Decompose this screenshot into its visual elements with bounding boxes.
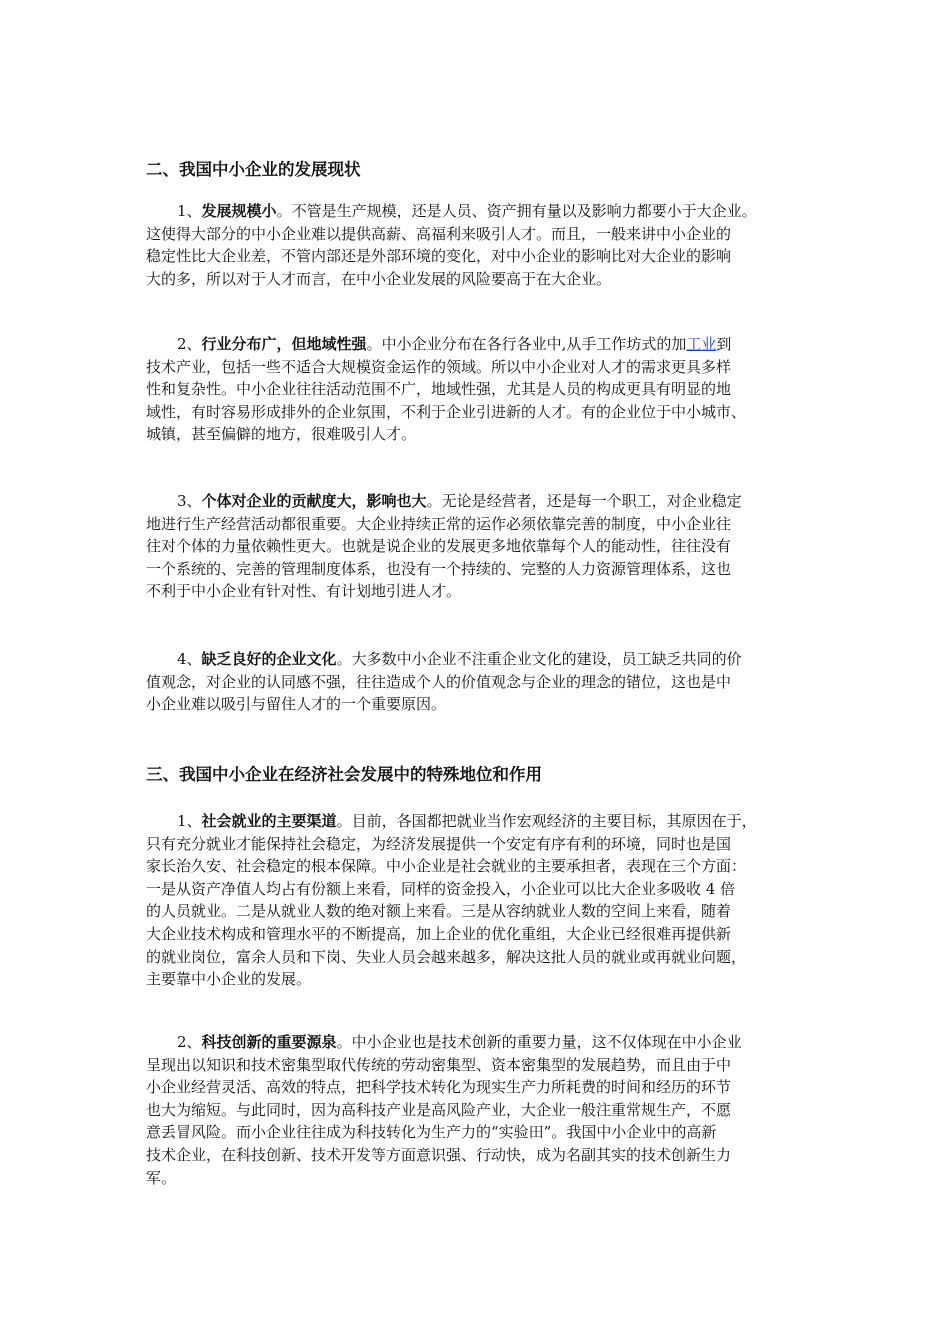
paragraph — [146, 648, 816, 716]
paragraph-line: 意丢冒风险。而小企业往往成为科技转化为生产力的“实验田”。我国中小企业中的高新 — [146, 1123, 717, 1142]
paragraph-first-line — [146, 810, 816, 833]
paragraph-line: 技术产业，包括一些不适合大规模资金运作的领域。所以中小企业对人才的需求更具多样 — [146, 357, 732, 376]
paragraph-first-line — [146, 648, 816, 671]
paragraph-line: 一是从资产净值人均占有份额上来看，同样的资金投入，小企业可以比大企业多吸收 4 倍 — [146, 879, 736, 898]
paragraph-number: 3、 — [177, 492, 202, 510]
paragraph — [146, 810, 816, 991]
paragraph-line: 主要靠中小企业的发展。 — [146, 970, 312, 989]
paragraph-line: 地进行生产经营活动都很重要。大企业持续正常的运作必须依靠完善的制度，中小企业往 — [146, 514, 732, 533]
paragraph-first-line — [146, 1031, 816, 1054]
paragraph — [146, 200, 816, 290]
paragraph-first-line — [146, 200, 816, 223]
paragraph-line: 呈现出以知识和技术密集型取代传统的劳动密集型、资本密集型的发展趋势，而且由于中 — [146, 1055, 732, 1074]
paragraph-line: 的就业岗位，富余人员和下岗、失业人员会越来越多，解决这批人员的就业或再就业问题， — [146, 947, 747, 966]
industry-link[interactable]: 工业 — [686, 335, 717, 353]
paragraph-line: 小企业难以吸引与留住人才的一个重要原因。 — [146, 695, 447, 714]
paragraph-line: 大企业技术构成和管理水平的不断提高，加上企业的优化重组，大企业已经很难再提供新 — [146, 924, 732, 943]
paragraph-line: 的人员就业。二是从就业人数的绝对额上来看。三是从容纳就业人数的空间上来看，随着 — [146, 902, 732, 921]
paragraph — [146, 490, 816, 603]
paragraph-line: 家长治久安、社会稳定的根本保障。中小企业是社会就业的主要承担者，表现在三个方面： — [146, 857, 747, 876]
paragraph-text: 。中小企业也是技术创新的重要力量，这不仅体现在中小企业 — [336, 1033, 742, 1051]
paragraph-number: 1、 — [177, 812, 202, 830]
paragraph-lead: 发展规模小 — [201, 202, 277, 220]
paragraph-line: 值观念，对企业的认同感不强，往往造成个人的价值观念与企业的理念的错位，这也是中 — [146, 672, 732, 691]
paragraph-lead: 社会就业的主要渠道 — [201, 812, 337, 830]
paragraph — [146, 1031, 816, 1189]
paragraph-first-line — [146, 490, 816, 513]
paragraph-number: 1、 — [177, 202, 202, 220]
paragraph-lead: 缺乏良好的企业文化 — [201, 650, 337, 668]
paragraph-line: 城镇，甚至偏僻的地方，很难吸引人才。 — [146, 425, 417, 444]
paragraph-line: 军。 — [146, 1168, 177, 1187]
paragraph-line: 域性，有时容易形成排外的企业氛围，不利于企业引进新的人才。有的企业位于中小城市、 — [146, 402, 747, 421]
paragraph-line: 不利于中小企业有针对性、有计划地引进人才。 — [146, 582, 462, 601]
paragraph-text: 。中小企业分布在各行各业中,从手工作坊式的加 — [366, 335, 687, 353]
paragraph-number: 2、 — [177, 1033, 202, 1051]
paragraph-text: 。大多数中小企业不注重企业文化的建设，员工缺乏共同的价 — [336, 650, 742, 668]
paragraph-line: 这使得大部分的中小企业难以提供高薪、高福利来吸引人才。而且，一般来讲中小企业的 — [146, 224, 732, 243]
paragraph-number: 2、 — [177, 335, 202, 353]
paragraph-text: 。无论是经营者，还是每一个职工，对企业稳定 — [426, 492, 742, 510]
paragraph-line: 也大为缩短。与此同时，因为高科技产业是高风险产业，大企业一般注重常规生产，不愿 — [146, 1100, 732, 1119]
paragraph-lead: 科技创新的重要源泉 — [201, 1033, 337, 1051]
paragraph-line: 小企业经营灵活、高效的特点，把科学技术转化为现实生产力所耗费的时间和经历的环节 — [146, 1078, 732, 1097]
paragraph-line: 一个系统的、完善的管理制度体系，也没有一个持续的、完整的人力资源管理体系，这也 — [146, 559, 732, 578]
paragraph-first-line — [146, 333, 816, 356]
paragraph — [146, 333, 816, 446]
paragraph-lead: 行业分布广，但地域性强 — [201, 335, 367, 353]
paragraph-number: 4、 — [177, 650, 202, 668]
paragraph-line: 大的多，所以对于人才而言，在中小企业发展的风险要高于在大企业。 — [146, 269, 612, 288]
section-heading: 三、我国中小企业在经济社会发展中的特殊地位和作用 — [146, 765, 542, 784]
paragraph-lead: 个体对企业的贡献度大，影响也大 — [201, 492, 427, 510]
paragraph-line: 技术企业，在科技创新、技术开发等方面意识强、行动快，成为名副其实的技术创新生力 — [146, 1145, 732, 1164]
paragraph-text: 。目前，各国都把就业当作宏观经济的主要目标，其原因在于， — [336, 812, 757, 830]
paragraph-text: 。不管是生产规模，还是人员、资产拥有量以及影响力都要小于大企业。 — [276, 202, 757, 220]
paragraph-line: 稳定性比大企业差，不管内部还是外部环境的变化，对中小企业的影响比对大企业的影响 — [146, 247, 732, 266]
paragraph-text: 到 — [716, 335, 732, 353]
section-heading: 二、我国中小企业的发展现状 — [146, 160, 361, 179]
paragraph-line: 往对个体的力量依赖性更大。也就是说企业的发展更多地依靠每个人的能动性，往往没有 — [146, 537, 732, 556]
paragraph-line: 性和复杂性。中小企业往往活动范围不广，地域性强，尤其是人员的构成更具有明显的地 — [146, 380, 732, 399]
paragraph-line: 只有充分就业才能保持社会稳定，为经济发展提供一个安定有序有利的环境，同时也是国 — [146, 834, 732, 853]
